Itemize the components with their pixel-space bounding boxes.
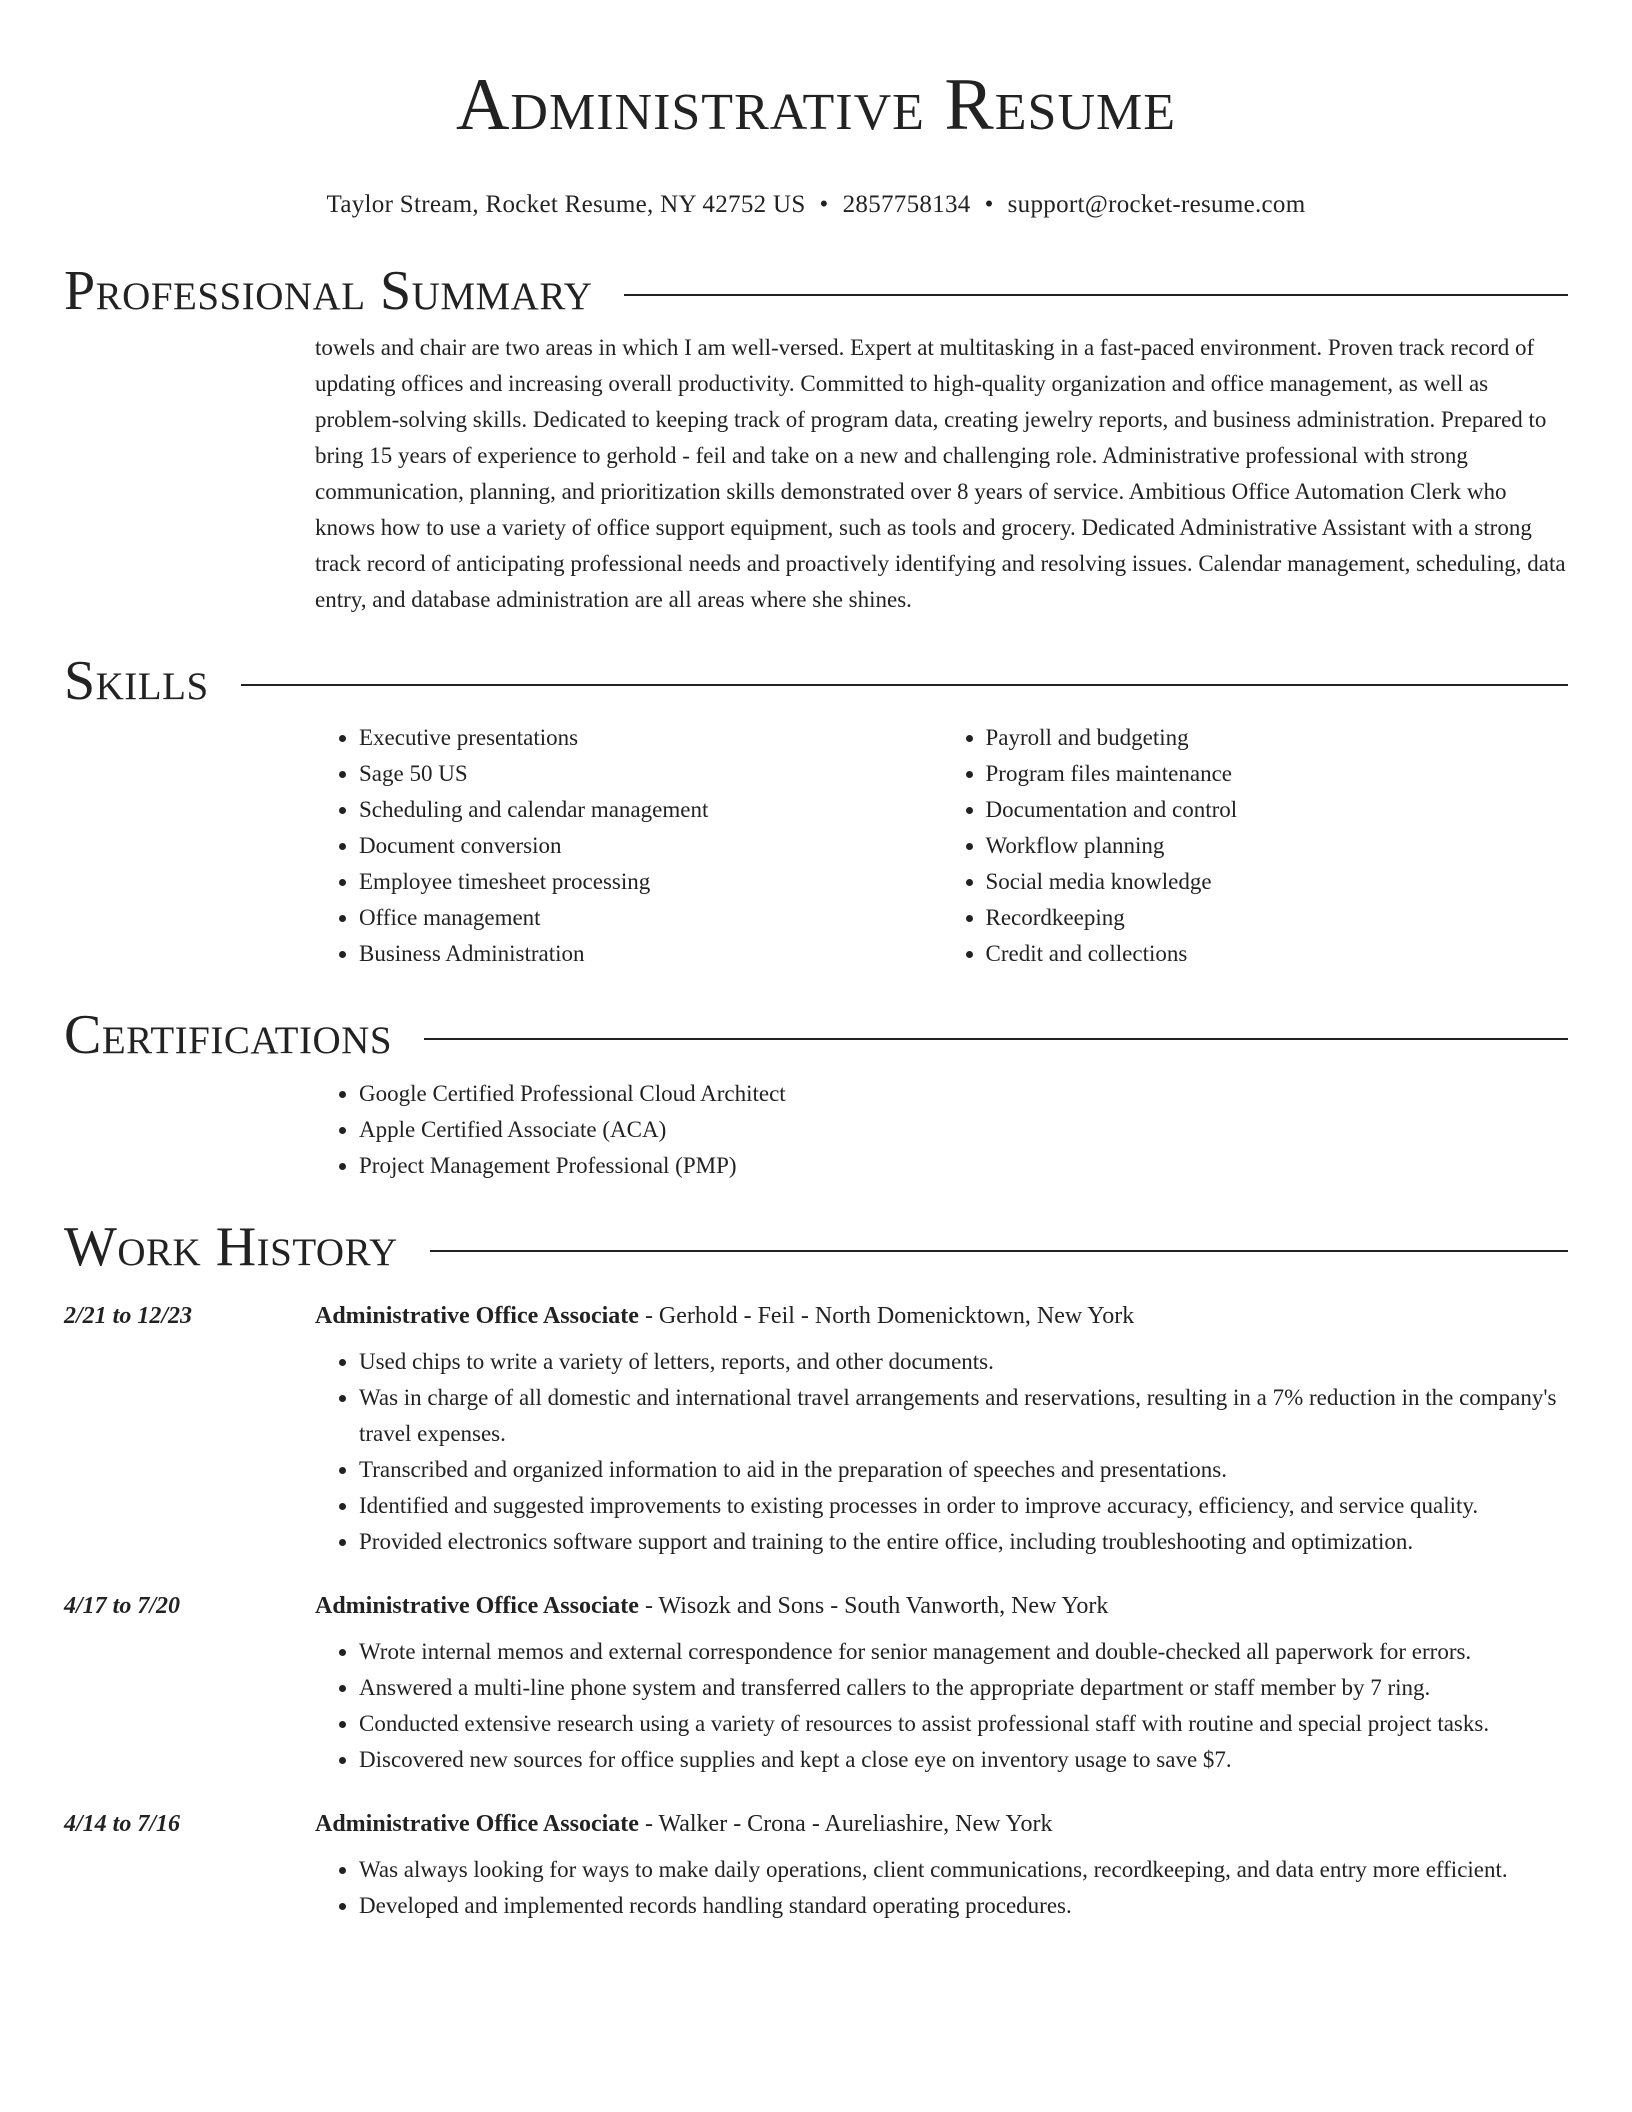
job-dates: 2/21 to 12/23 xyxy=(64,1303,193,1329)
skills-heading: Skills xyxy=(64,650,209,712)
skills-list-left xyxy=(315,720,942,972)
work-history-section-header xyxy=(64,1214,1568,1280)
skill-item: • Recordkeeping xyxy=(986,900,1569,936)
certifications-heading: Certifications xyxy=(64,1004,393,1066)
job-dates: 4/14 to 7/16 xyxy=(64,1811,181,1837)
job-body xyxy=(315,1586,1568,1778)
skill-item: • Business Administration xyxy=(359,936,942,972)
job-title: Administrative Office Associate xyxy=(315,1811,639,1837)
job-bullet: • Used chips to write a variety of letters, reports, and other documents. xyxy=(359,1344,1568,1380)
job-body xyxy=(315,1296,1568,1560)
skill-item: • Social media knowledge xyxy=(986,864,1569,900)
job-bullet: • Identified and suggested improvements to existing processes in order to improve accuracy, efficiency, and service quality. xyxy=(359,1488,1568,1524)
job-title: Administrative Office Associate xyxy=(315,1593,639,1619)
resume-page xyxy=(64,0,1568,1924)
job-bullet: • Transcribed and organized information to aid in the preparation of speeches and presentations. xyxy=(359,1452,1568,1488)
skills-section-header xyxy=(64,648,1568,714)
skill-item: • Employee timesheet processing xyxy=(359,864,942,900)
skill-item: • Credit and collections xyxy=(986,936,1569,972)
job-bullet: • Was always looking for ways to make daily operations, client communications, recordkeeping, and data entry more efficient. xyxy=(359,1852,1568,1888)
job-bullets xyxy=(315,1344,1568,1560)
skill-item: • Workflow planning xyxy=(986,828,1569,864)
certification-item: • Project Management Professional (PMP) xyxy=(359,1148,1568,1184)
job-bullet: • Conducted extensive research using a variety of resources to assist professional staff with routine and special project tasks. xyxy=(359,1706,1568,1742)
job-details: - Wisozk and Sons - South Vanworth, New York xyxy=(638,1593,1109,1619)
job-details: - Gerhold - Feil - North Domenicktown, New York xyxy=(638,1303,1135,1329)
section-divider xyxy=(430,1250,1568,1252)
certification-item: • Apple Certified Associate (ACA) xyxy=(359,1112,1568,1148)
job-header xyxy=(315,1586,1568,1626)
contact-address: Taylor Stream, Rocket Resume, NY 42752 US xyxy=(326,191,806,218)
skill-item: • Documentation and control xyxy=(986,792,1569,828)
certifications-list xyxy=(315,1076,1568,1184)
skills-columns xyxy=(315,720,1568,972)
job-entry xyxy=(64,1804,1568,1924)
summary-heading: Professional Summary xyxy=(64,260,593,322)
skill-item: • Scheduling and calendar management xyxy=(359,792,942,828)
skill-item: • Program files maintenance xyxy=(986,756,1569,792)
job-bullets xyxy=(315,1634,1568,1778)
job-bullet: • Wrote internal memos and external correspondence for senior management and double-checked all paperwork for errors. xyxy=(359,1634,1568,1670)
skill-item: • Sage 50 US xyxy=(359,756,942,792)
skills-list-right xyxy=(942,720,1569,972)
certifications-list-wrap xyxy=(315,1076,1568,1184)
contact-phone: 2857758134 xyxy=(842,191,971,218)
separator-dot: • xyxy=(819,191,829,218)
job-body xyxy=(315,1804,1568,1924)
job-details: - Walker - Crona - Aureliashire, New York xyxy=(638,1811,1053,1837)
job-bullet: • Discovered new sources for office supplies and kept a close eye on inventory usage to save $7. xyxy=(359,1742,1568,1778)
section-divider xyxy=(624,294,1568,296)
section-divider xyxy=(424,1038,1568,1040)
section-divider xyxy=(241,684,1568,686)
job-header xyxy=(315,1296,1568,1336)
certifications-section-header xyxy=(64,1002,1568,1068)
contact-email: support@rocket-resume.com xyxy=(1007,191,1306,218)
skill-item: • Payroll and budgeting xyxy=(986,720,1569,756)
skill-item: • Document conversion xyxy=(359,828,942,864)
job-bullet: • Developed and implemented records handling standard operating procedures. xyxy=(359,1888,1568,1924)
job-bullet: • Was in charge of all domestic and international travel arrangements and reservations, resulting in a 7% reduction in the company's travel expenses. xyxy=(359,1380,1568,1452)
skill-item: • Executive presentations xyxy=(359,720,942,756)
job-header xyxy=(315,1804,1568,1844)
job-bullet: • Answered a multi-line phone system and transferred callers to the appropriate department or staff member by 7 ring. xyxy=(359,1670,1568,1706)
certification-item: • Google Certified Professional Cloud Architect xyxy=(359,1076,1568,1112)
summary-text: towels and chair are two areas in which I am well-versed. Expert at multitasking in a fast-paced environment. Proven track record of updating offices and increasing overall productivity. Committed to high-quality organization and office management, as well as problem-solving skills. Dedicated to keeping track of program data, creating jewelry reports, and business administration. Prepared to bring 15 years of experience to gerhold - feil and take on a new and challenging role. Administrative professional with strong communication, planning, and prioritization skills demonstrated over 8 years of service. Ambitious Office Automation Clerk who knows how to use a variety of office support equipment, such as tools and grocery. Dedicated Administrative Assistant with a strong track record of anticipating professional needs and proactively identifying and resolving issues. Calendar management, scheduling, data entry, and database administration are all areas where she shines. xyxy=(315,335,1566,612)
skill-item: • Office management xyxy=(359,900,942,936)
job-bullet: • Provided electronics software support and training to the entire office, including troubleshooting and optimization. xyxy=(359,1524,1568,1560)
resume-title: Administrative Resume xyxy=(455,64,1177,146)
job-entry xyxy=(64,1586,1568,1778)
contact-line xyxy=(64,190,1568,220)
separator-dot: • xyxy=(984,191,994,218)
job-bullets xyxy=(315,1852,1568,1924)
job-entry xyxy=(64,1296,1568,1560)
work-history-heading: Work History xyxy=(64,1216,398,1278)
job-title: Administrative Office Associate xyxy=(315,1303,639,1329)
job-dates: 4/17 to 7/20 xyxy=(64,1593,181,1619)
summary-section-header xyxy=(64,258,1568,324)
